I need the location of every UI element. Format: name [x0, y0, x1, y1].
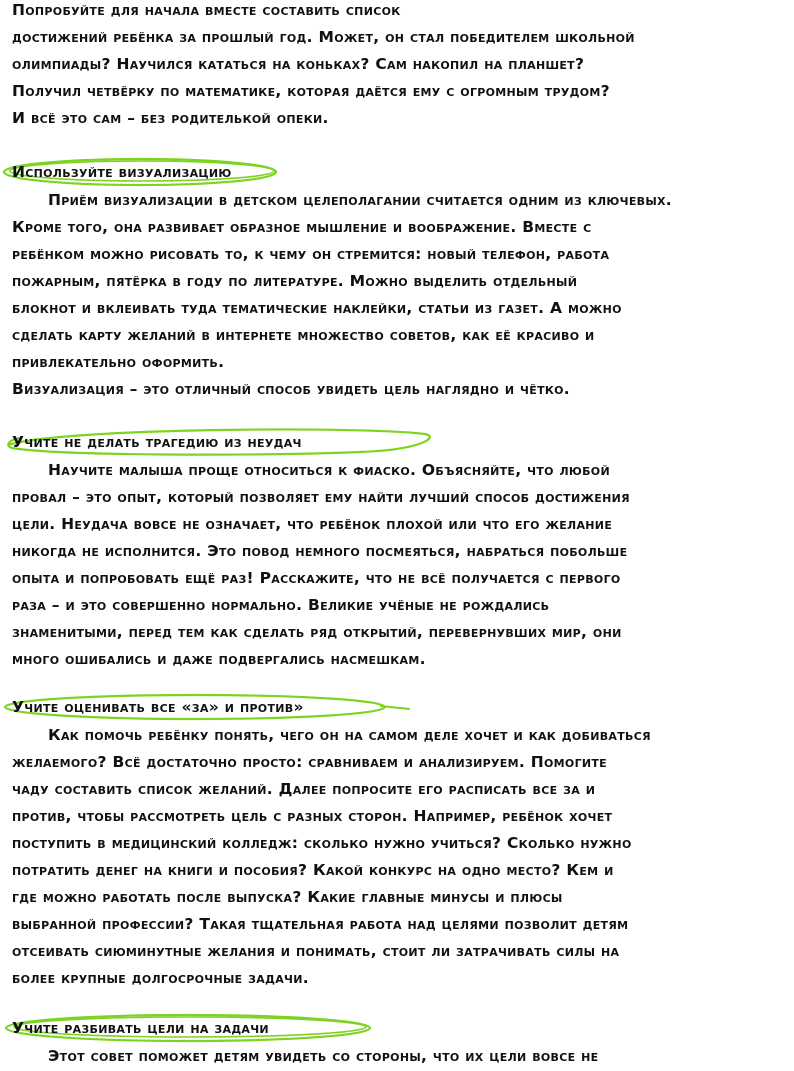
intro-line: олимпиады? Научился кататься на коньках? Сам накопил на планшет? [12, 55, 585, 73]
section-heading: Используйте визуализацию [12, 163, 232, 181]
intro-line: Попробуйте для начала вместе составить список [12, 1, 401, 19]
paragraph-line: пожарным, пятёрка в году по литературе. Можно выделить отдельный [12, 272, 578, 290]
paragraph-line: блокнот и вклеивать туда тематические наклейки, статьи из газет. А можно [12, 299, 622, 317]
paragraph-line: Как помочь ребёнку понять, чего он на самом деле хочет и как добиваться [48, 726, 651, 744]
paragraph-line: потратить денег на книги и пособия? Какой конкурс на одно место? Кем и [12, 861, 614, 879]
paragraph-line: чаду составить список желаний. Далее попросите его расписать все за и [12, 780, 596, 798]
paragraph-line: Этот совет поможет детям увидеть со стороны, что их цели вовсе не [48, 1047, 599, 1065]
paragraph-line: раза – и это совершенно нормально. Великие учёные не рождались [12, 596, 550, 614]
paragraph-line: выбранной профессии? Такая тщательная работа над целями позволит детям [12, 915, 629, 933]
paragraph-line: много ошибались и даже подвергались насмешкам. [12, 650, 426, 668]
paragraph-line: Научите малыша проще относиться к фиаско. Объясняйте, что любой [48, 461, 610, 479]
paragraph-line: Кроме того, она развивает образное мышление и воображение. Вместе с [12, 218, 592, 236]
paragraph-line: знаменитыми, перед тем как сделать ряд открытий, перевернувших мир, они [12, 623, 622, 641]
paragraph-line: поступить в медицинский колледж: сколько нужно учиться? Сколько нужно [12, 834, 632, 852]
paragraph-line: цели. Неудача вовсе не означает, что ребёнок плохой или что его желание [12, 515, 613, 533]
paragraph-line: отсеивать сиюминутные желания и понимать, стоит ли затрачивать силы на [12, 942, 620, 960]
paragraph-line: желаемого? Всё достаточно просто: сравниваем и анализируем. Помогите [12, 753, 607, 771]
paragraph-line: сделать карту желаний в интернете множество советов, как её красиво и [12, 326, 595, 344]
paragraph-line: против, чтобы рассмотреть цель с разных сторон. Например, ребёнок хочет [12, 807, 613, 825]
paragraph-line: более крупные долгосрочные задачи. [12, 969, 309, 987]
paragraph-line: Визуализация – это отличный способ увидеть цель наглядно и чётко. [12, 380, 570, 398]
paragraph-line: Приём визуализации в детском целеполагании считается одним из ключевых. [48, 191, 672, 209]
intro-line: И всё это сам – без родителькой опеки. [12, 109, 329, 127]
paragraph-line: ребёнком можно рисовать то, к чему он стремится: новый телефон, работа [12, 245, 610, 263]
intro-line: Получил четвёрку по математике, которая даётся ему с огромным трудом? [12, 82, 610, 100]
paragraph-line: привлекательно оформить. [12, 353, 225, 371]
intro-line: достижений ребёнка за прошлый год. Может, он стал победителем школьной [12, 28, 635, 46]
paragraph-line: никогда не исполнится. Это повод немного посмеяться, набраться побольше [12, 542, 628, 560]
section-heading: Учите не делать трагедию из неудач [12, 433, 302, 451]
paragraph-line: где можно работать после выпуска? Какие главные минусы и плюсы [12, 888, 563, 906]
paragraph-line: провал – это опыт, который позволяет ему найти лучший способ достижения [12, 488, 630, 506]
section-heading: Учите оценивать все «за» и против» [12, 698, 304, 716]
paragraph-line: опыта и попробовать ещё раз! Расскажите, что не всё получается с первого [12, 569, 621, 587]
section-heading: Учите разбивать цели на задачи [12, 1019, 269, 1037]
